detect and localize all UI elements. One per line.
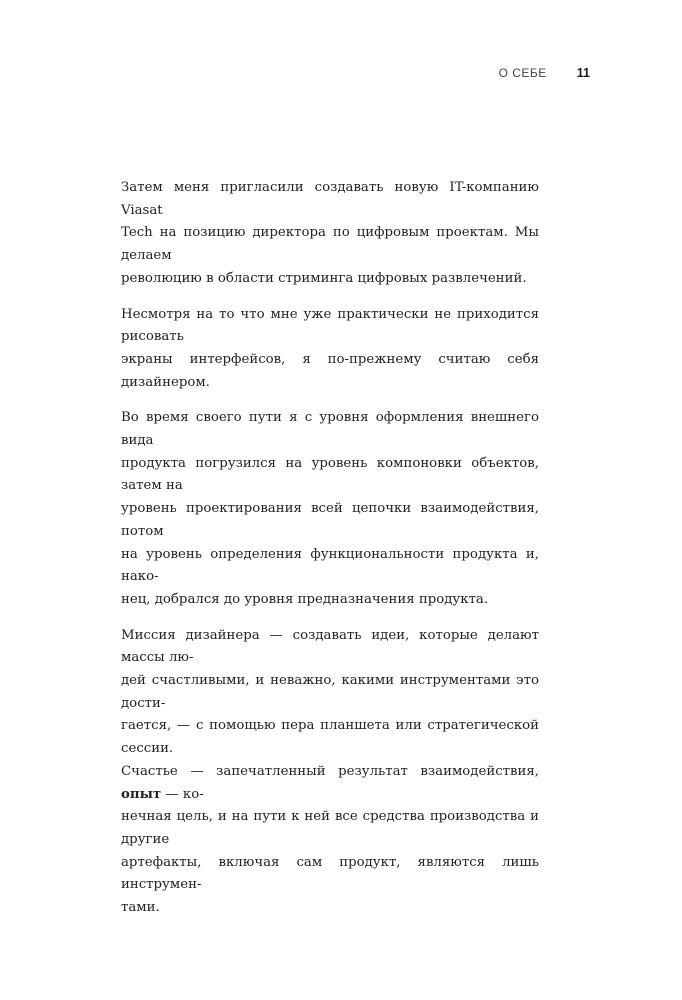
page-number: 11 [576,66,590,80]
emphasized-term: опыт [121,786,162,802]
mission-text-end: — ко- нечная цель, и на пути к ней все средства производства и другие артефакты, включая сам продукт, являются лишь инструмен- тами. [121,786,539,916]
section-title: О СЕБЕ [498,66,547,80]
paragraph-designer-mission [121,625,539,920]
paragraph-viasat: Затем меня пригласили создавать новую IT-компанию Viasat Tech на позицию директора по цифровым проектам. Мы делаем революцию в области стриминга цифровых развлечений. [121,180,539,286]
paragraph-designer: Несмотря на то что мне уже практически не приходится рисовать экраны интерфейсов, я по-прежнему считаю себя дизайнером. [121,306,539,390]
running-head [499,66,590,80]
body-text [121,177,539,920]
mission-text-start: Миссия дизайнера — создавать идеи, которые делают массы лю- дей счастливыми, и неважно, какими инструментами это дости- гается, — с помощью пера планшета или стратегической сессии. Счастье — запечатленный результат взаимодействия, [121,627,539,779]
paragraph-career-path: Во время своего пути я с уровня оформления внешнего вида продукта погрузился на уровень компоновки объектов, затем на уровень проектирования всей цепочки взаимодействия, потом на уровень определения функциональности продукта и, нако- нец, добрался до уровня предназначения продукта. [121,410,539,607]
